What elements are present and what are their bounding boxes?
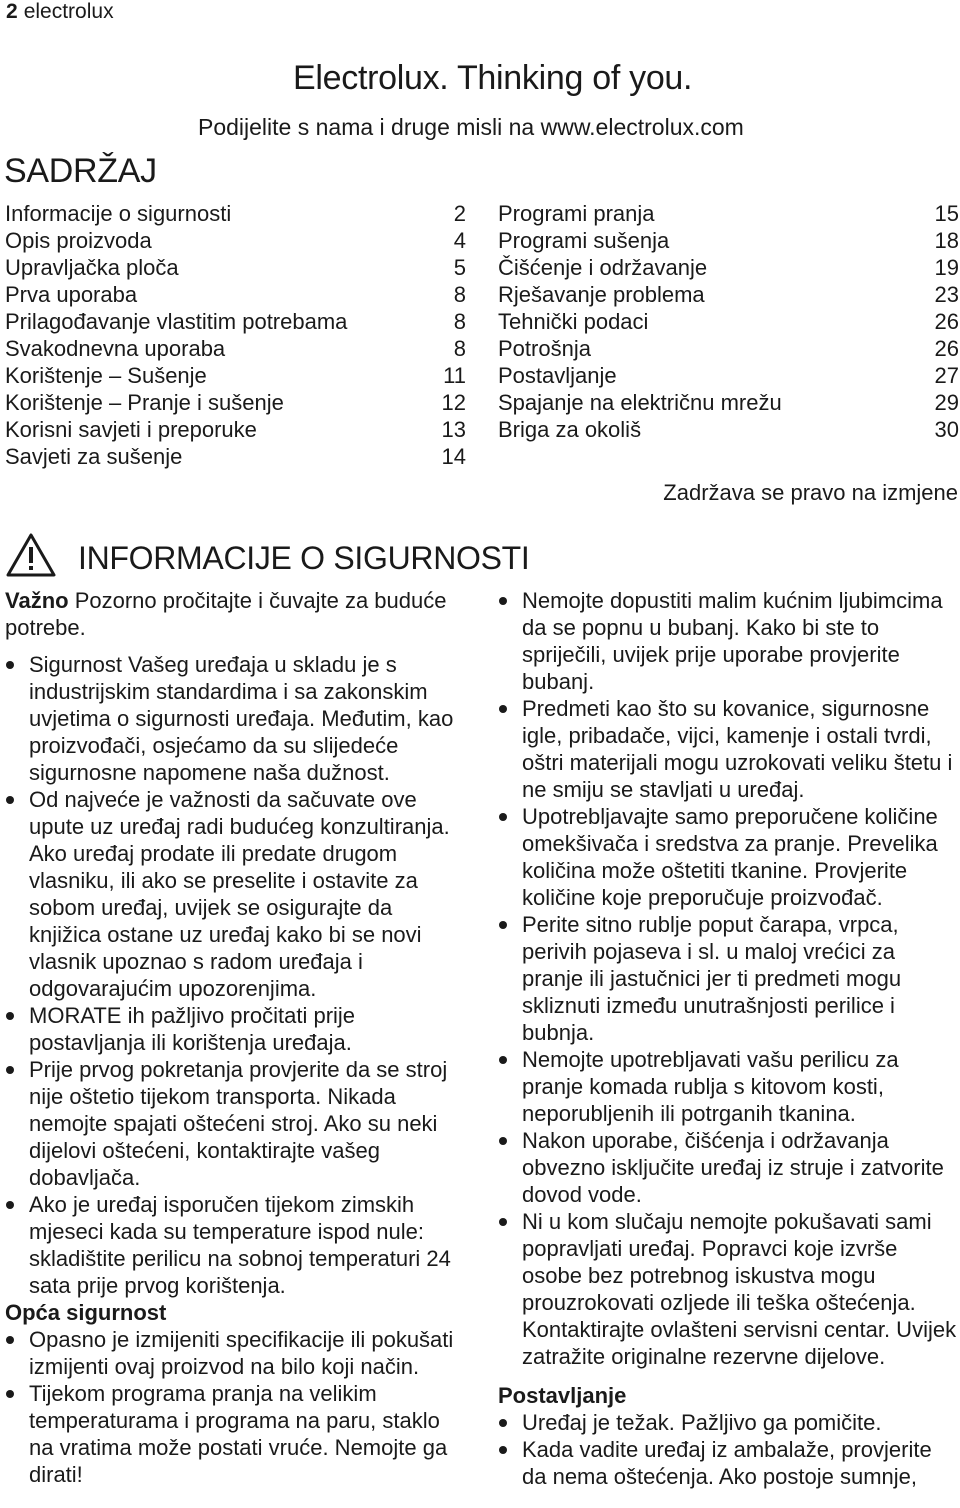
- page-header: [6, 0, 114, 24]
- warning-triangle-icon: [5, 532, 57, 578]
- toc-list-right: [498, 200, 959, 443]
- toc-entry-page: 14: [441, 444, 466, 469]
- installation-bullet-list: [498, 1409, 958, 1490]
- brand-slogan: Electrolux. Thinking of you.: [293, 59, 693, 97]
- list-item: Tijekom programa pranja na velikim temperaturama i programa na paru, staklo na vratima može postati vruće. Nemojte ga dirati!: [5, 1380, 465, 1488]
- list-item: Upotrebljavajte samo preporučene količine omekšivača i sredstva za pranje. Prevelika količina može oštetiti tkanine. Provjerite količine koje preporučuje proizvođač.: [498, 803, 958, 911]
- toc-entry-label: Savjeti za sušenje: [5, 444, 183, 469]
- toc-list-left: [5, 200, 466, 470]
- toc-entry-page: 2: [453, 201, 466, 226]
- toc-entry[interactable]: [5, 227, 466, 254]
- toc-entry[interactable]: [498, 389, 959, 416]
- toc-entry[interactable]: [5, 281, 466, 308]
- toc-entry-page: 11: [443, 363, 466, 388]
- header-brand: electrolux: [23, 0, 114, 23]
- list-item: Nakon uporabe, čišćenja i održavanja obvezno isključite uređaj iz struje i zatvorite dovod vode.: [498, 1127, 958, 1208]
- toc-entry-label: Potrošnja: [498, 336, 591, 361]
- toc-entry[interactable]: [5, 389, 466, 416]
- toc-entry-label: Opis proizvoda: [5, 228, 152, 253]
- list-item: Nemojte dopustiti malim kućnim ljubimcima da se popnu u bubanj. Kako bi ste to spriječili, uvijek prije uporabe provjerite bubanj.: [498, 587, 958, 695]
- toc-entry[interactable]: [5, 443, 466, 470]
- toc-entry-label: Korisni savjeti i preporuke: [5, 417, 257, 442]
- toc-entry-page: 27: [934, 363, 959, 388]
- toc-entry-label: Programi pranja: [498, 201, 655, 226]
- toc-entry[interactable]: [5, 362, 466, 389]
- brand-subtitle: Podijelite s nama i druge misli na www.electrolux.com: [198, 114, 744, 140]
- toc-entry-label: Prilagođavanje vlastitim potrebama: [5, 309, 348, 334]
- toc-entry[interactable]: [5, 254, 466, 281]
- toc-entry-page: 8: [453, 309, 466, 334]
- toc-entry-label: Briga za okoliš: [498, 417, 642, 442]
- toc-entry-page: 29: [934, 390, 959, 415]
- list-item: Predmeti kao što su kovanice, sigurnosne igle, pribadače, vijci, kamenje i ostali tvrdi, oštri materijali mogu uzrokovati veliku štetu i ne smiju se stavljati u uređaj.: [498, 695, 958, 803]
- toc-entry-page: 5: [453, 255, 466, 280]
- section-title: INFORMACIJE O SIGURNOSTI: [78, 540, 530, 576]
- right-bullet-list: [498, 587, 958, 1370]
- toc-title: SADRŽAJ: [4, 152, 157, 190]
- general-safety-heading: Opća sigurnost: [5, 1300, 167, 1325]
- toc-entry-label: Rješavanje problema: [498, 282, 705, 307]
- list-item: MORATE ih pažljivo pročitati prije postavljanja ili korištenja uređaja.: [5, 1002, 465, 1056]
- toc-entry-page: 4: [453, 228, 466, 253]
- toc-entry[interactable]: [498, 416, 959, 443]
- toc-entry-page: 15: [934, 201, 959, 226]
- toc-entry-page: 18: [934, 228, 959, 253]
- toc-entry-page: 26: [934, 309, 959, 334]
- list-item: Od najveće je važnosti da sačuvate ove upute uz uređaj radi budućeg konzultiranja. Ako uređaj prodate ili predate drugom vlasniku, ili ako se preselite i ostavite za sobom uređaj, uvijek se osigurajte da knjižica ostane uz uređaj kako bi se novi vlasnik upoznao s radom uređaja i odgovarajućim upozorenjima.: [5, 786, 465, 1002]
- toc-entry-page: 30: [934, 417, 959, 442]
- list-item: Prije prvog pokretanja provjerite da se stroj nije oštetio tijekom transporta. Nikada nemojte spajati oštećeni stroj. Ako su neki dijelovi oštećeni, kontaktirajte vašeg dobavljača.: [5, 1056, 465, 1191]
- safety-column-right: [498, 587, 958, 1490]
- list-item: Opasno je izmijeniti specifikacije ili pokušati izmijenti ovaj proizvod na bilo koji način.: [5, 1326, 465, 1380]
- toc-entry[interactable]: [498, 335, 959, 362]
- page-number: 2: [6, 0, 18, 23]
- important-label: Važno: [5, 588, 69, 613]
- list-item: Nemojte upotrebljavati vašu perilicu za pranje komada rublja s kitovom kosti, neporubljenih ili potrganih tkanina.: [498, 1046, 958, 1127]
- installation-heading: Postavljanje: [498, 1383, 627, 1408]
- toc-entry-page: 8: [453, 282, 466, 307]
- toc-entry-label: Programi sušenja: [498, 228, 670, 253]
- important-text: Pozorno pročitajte i čuvajte za buduće potrebe.: [5, 588, 447, 640]
- list-item: Ako je uređaj isporučen tijekom zimskih mjeseci kada su temperature ispod nule: skladištite perilicu na sobnoj temperaturi 24 sata prije prvog korištenja.: [5, 1191, 465, 1299]
- toc-entry-page: 8: [453, 336, 466, 361]
- toc-entry-page: 26: [934, 336, 959, 361]
- toc-entry-page: 13: [441, 417, 466, 442]
- toc-entry-label: Postavljanje: [498, 363, 617, 388]
- toc-entry[interactable]: [498, 308, 959, 335]
- list-item: Sigurnost Vašeg uređaja u skladu je s industrijskim standardima i sa zakonskim uvjetima o sigurnosti uređaja. Međutim, kao proizvođači, osjećamo da su slijedeće sigurnosne napomene naša dužnost.: [5, 651, 465, 786]
- toc-entry[interactable]: [498, 200, 959, 227]
- toc-entry-label: Upravljačka ploča: [5, 255, 179, 280]
- toc-entry-label: Tehnički podaci: [498, 309, 649, 334]
- toc-entry[interactable]: [498, 227, 959, 254]
- toc-entry[interactable]: [498, 281, 959, 308]
- important-note: [5, 587, 465, 641]
- rights-reserved-note: Zadržava se pravo na izmjene: [663, 480, 958, 505]
- toc-entry-label: Korištenje – Sušenje: [5, 363, 207, 388]
- toc-entry-label: Informacije o sigurnosti: [5, 201, 232, 226]
- toc-entry-label: Prva uporaba: [5, 282, 138, 307]
- toc-entry[interactable]: [5, 200, 466, 227]
- toc-entry-label: Svakodnevna uporaba: [5, 336, 226, 361]
- toc-entry[interactable]: [5, 335, 466, 362]
- toc-entry[interactable]: [498, 362, 959, 389]
- list-item: Ni u kom slučaju nemojte pokušavati sami popravljati uređaj. Popravci koje izvrše osobe bez potrebnog iskustva mogu prouzrokovati ozljede ili teška oštećenja. Kontaktirajte ovlašteni servisni centar. Uvijek zatražite originalne rezervne dijelove.: [498, 1208, 958, 1370]
- intro-bullet-list: [5, 651, 465, 1299]
- general-bullet-list: [5, 1326, 465, 1488]
- toc-entry-page: 23: [934, 282, 959, 307]
- toc-entry-label: Spajanje na električnu mrežu: [498, 390, 782, 415]
- list-item: Perite sitno rublje poput čarapa, vrpca, perivih pojaseva i sl. u maloj vrećici za pranje ili jastučnici jer ti predmeti mogu skliznuti između unutrašnjosti perilice i bubnja.: [498, 911, 958, 1046]
- list-item: Kada vadite uređaj iz ambalaže, provjerite da nema oštećenja. Ako postoje sumnje,: [498, 1436, 958, 1490]
- toc-entry[interactable]: [498, 254, 959, 281]
- toc-entry[interactable]: [5, 308, 466, 335]
- safety-column-left: [5, 587, 465, 1488]
- toc-entry-label: Korištenje – Pranje i sušenje: [5, 390, 284, 415]
- toc-entry-page: 19: [934, 255, 959, 280]
- list-item: Uređaj je težak. Pažljivo ga pomičite.: [498, 1409, 958, 1436]
- toc-entry-label: Čišćenje i održavanje: [498, 255, 708, 280]
- toc-entry-page: 12: [441, 390, 466, 415]
- toc-entry[interactable]: [5, 416, 466, 443]
